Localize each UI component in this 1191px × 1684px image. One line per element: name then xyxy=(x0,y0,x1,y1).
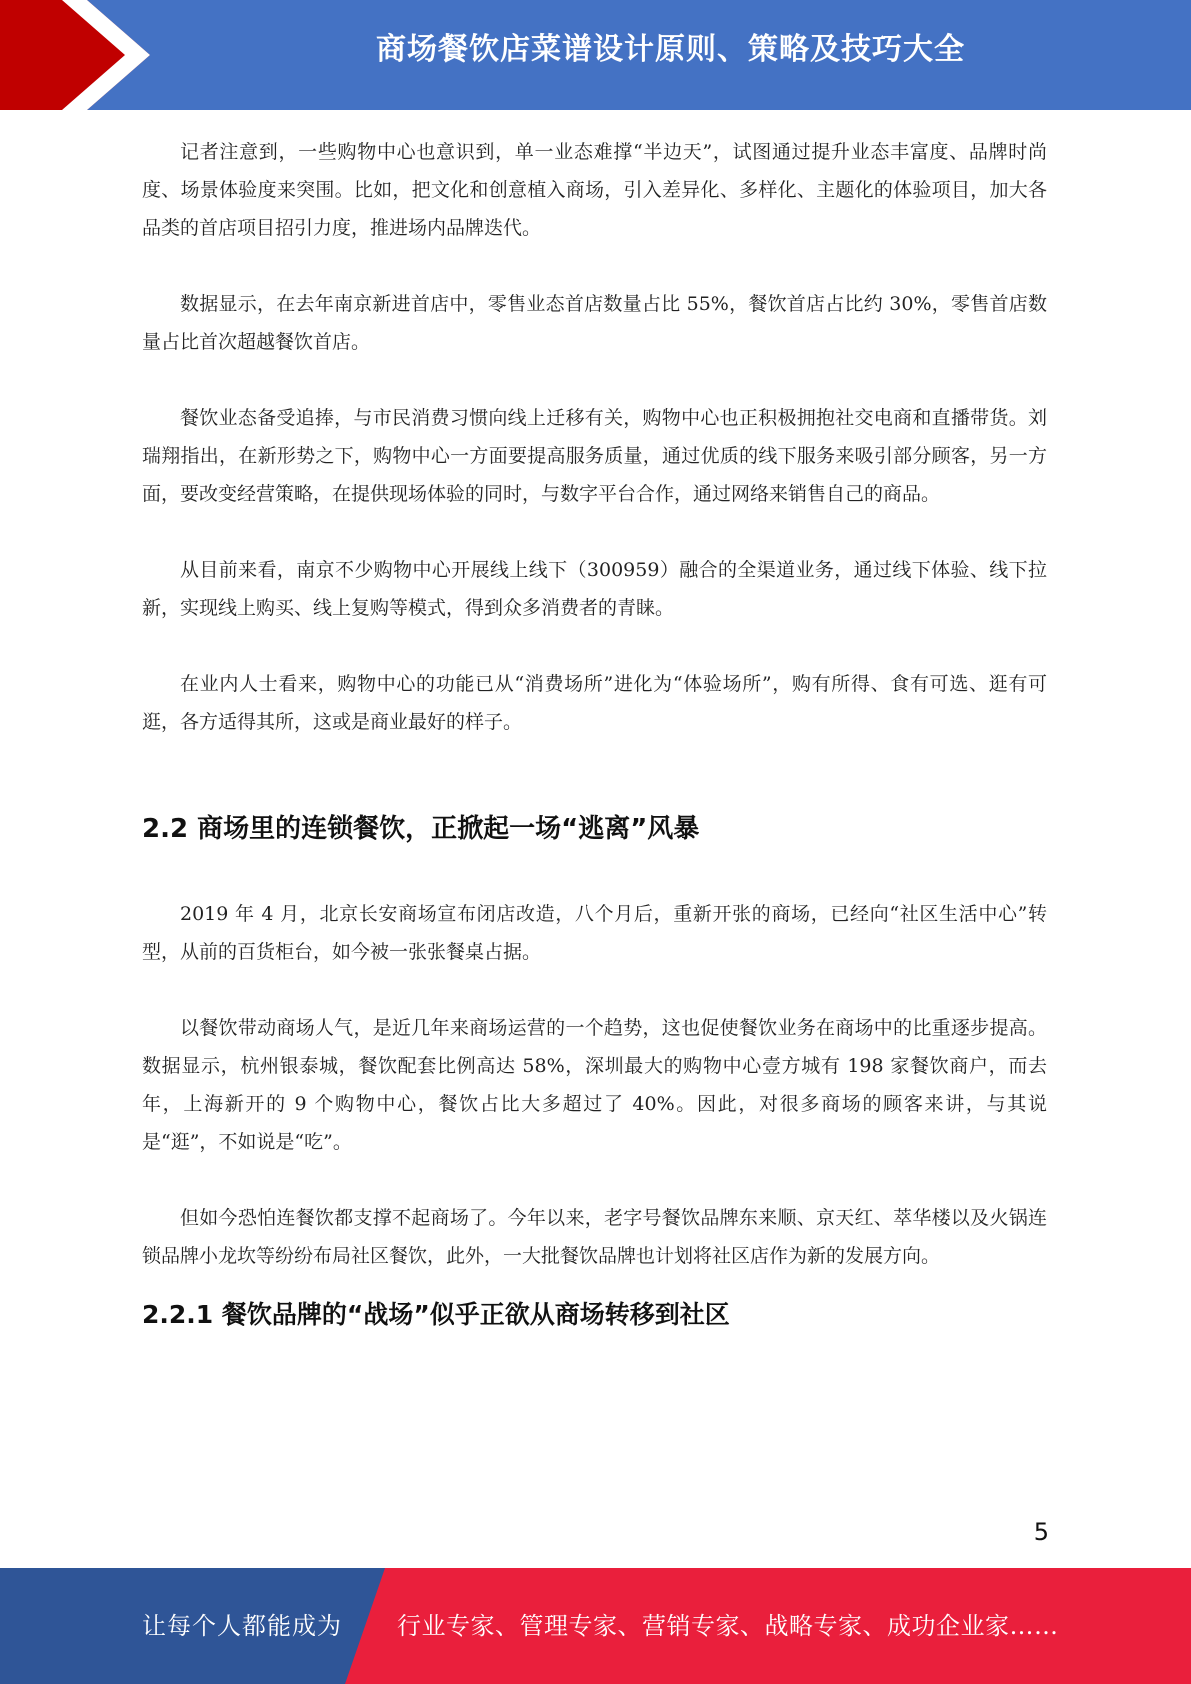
page-number: 5 xyxy=(1033,1518,1049,1546)
paragraph: 在业内人士看来，购物中心的功能已从“消费场所”进化为“体验场所”，购有所得、食有可选、逛有可逛，各方适得其所，这或是商业最好的样子。 xyxy=(142,673,1047,733)
document-title: 商场餐饮店菜谱设计原则、策略及技巧大全 xyxy=(376,32,965,67)
footer-slogan-left: 让每个人都能成为 xyxy=(142,1612,342,1640)
paragraph: 从目前来看，南京不少购物中心开展线上线下（300959）融合的全渠道业务，通过线下体验、线下拉新，实现线上购买、线上复购等模式，得到众多消费者的青睐。 xyxy=(142,559,1047,619)
subsection-heading: 2.2.1 餐饮品牌的“战场”似乎正欲从商场转移到社区 xyxy=(142,1300,730,1329)
footer-banner xyxy=(0,1568,1191,1684)
paragraph: 数据显示，在去年南京新进首店中，零售业态首店数量占比 55%，餐饮首店占比约 30%，零售首店数量占比首次超越餐饮首店。 xyxy=(142,293,1047,353)
paragraph: 以餐饮带动商场人气，是近几年来商场运营的一个趋势，这也促使餐饮业务在商场中的比重逐步提高。数据显示，杭州银泰城，餐饮配套比例高达 58%，深圳最大的购物中心壹方城有 198 家餐饮商户，而去年，上海新开的 9 个购物中心，餐饮占比大多超过了 40%。因此，对很多商场的顾客来讲，与其说是“逛”，不如说是“吃”。 xyxy=(142,1017,1047,1153)
paragraph: 餐饮业态备受追捧，与市民消费习惯向线上迁移有关，购物中心也正积极拥抱社交电商和直播带货。刘瑞翔指出，在新形势之下，购物中心一方面要提高服务质量，通过优质的线下服务来吸引部分顾客，另一方面，要改变经营策略，在提供现场体验的同时，与数字平台合作，通过网络来销售自己的商品。 xyxy=(142,407,1047,505)
footer-slogan-right: 行业专家、管理专家、营销专家、战略专家、成功企业家…… xyxy=(397,1612,1059,1640)
header-banner xyxy=(0,0,1191,110)
paragraph: 2019 年 4 月，北京长安商场宣布闭店改造，八个月后，重新开张的商场，已经向“社区生活中心”转型，从前的百货柜台，如今被一张张餐桌占据。 xyxy=(142,903,1047,963)
section-heading: 2.2 商场里的连锁餐饮，正掀起一场“逃离”风暴 xyxy=(142,814,700,844)
paragraph: 但如今恐怕连餐饮都支撑不起商场了。今年以来，老字号餐饮品牌东来顺、京天红、萃华楼以及火锅连锁品牌小龙坎等纷纷布局社区餐饮，此外，一大批餐饮品牌也计划将社区店作为新的发展方向。 xyxy=(142,1207,1047,1267)
paragraph: 记者注意到，一些购物中心也意识到，单一业态难撑“半边天”，试图通过提升业态丰富度、品牌时尚度、场景体验度来突围。比如，把文化和创意植入商场，引入差异化、多样化、主题化的体验项目，加大各品类的首店项目招引力度，推进场内品牌迭代。 xyxy=(142,141,1047,239)
header-arrow-decoration xyxy=(0,0,160,110)
document-body xyxy=(142,133,1047,1333)
